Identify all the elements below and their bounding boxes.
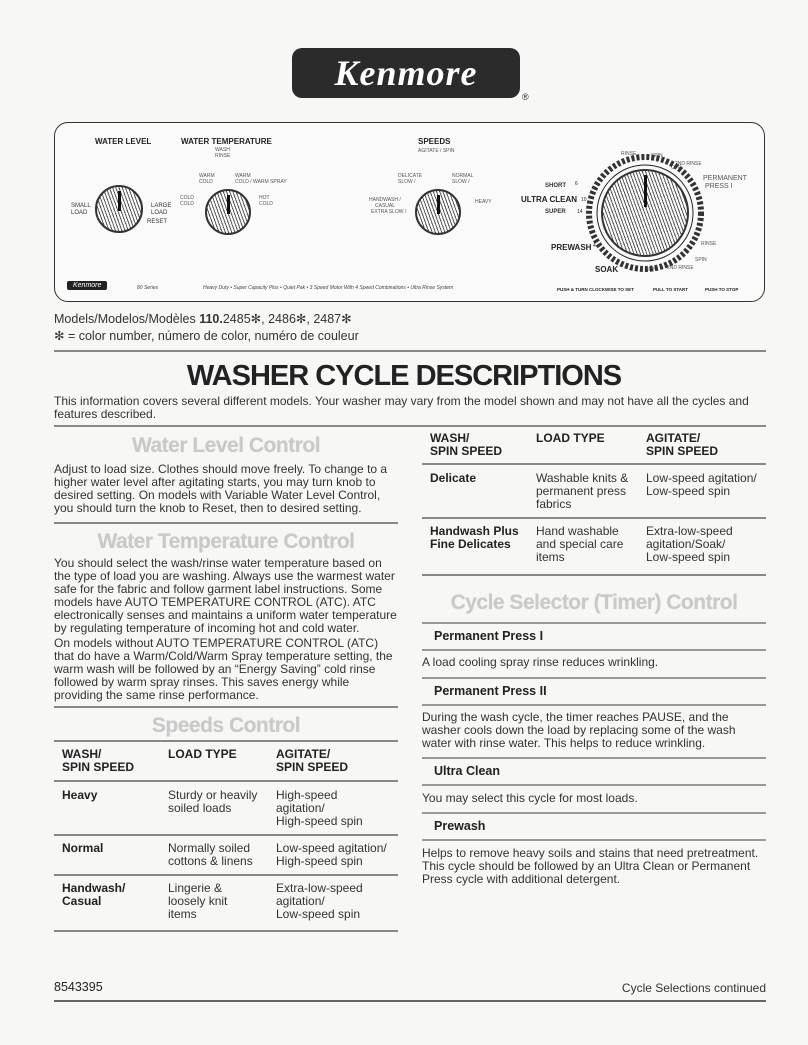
row-agitate: Low-speed agitation/ Low-speed spin (646, 471, 757, 498)
divider (422, 517, 766, 519)
color-number-note: ✻ = color number, número de color, numéro de couleur (54, 329, 359, 343)
rinse-top-label: RINSE (621, 151, 637, 157)
ten-label: 10 (581, 197, 587, 203)
table-row (62, 842, 398, 868)
table-row (430, 525, 766, 564)
models-prefix: Models/Modelos/Modèles (54, 312, 200, 326)
divider (54, 740, 398, 742)
water-temp-heading: Water Temperature Control (97, 530, 355, 553)
divider (422, 574, 766, 576)
cycle-selector-heading: Cycle Selector (Timer) Control (450, 591, 738, 614)
features-line: Heavy Duty • Super Capacity Plus • Quiet Pak • 3 Speed Motor With 4 Speed Combinations • Ultra Rinse System (203, 285, 454, 291)
temp-cold3-label: COLD (180, 201, 194, 207)
cycle-body: A load cooling spray rinse reduces wrinkling. (422, 655, 659, 669)
continued-note: Cycle Selections continued (621, 981, 766, 995)
models-bold: 110. (199, 312, 223, 326)
push-turn-label: PUSH & TURN CLOCKWISE TO SET (557, 287, 634, 292)
speeds-table-header (62, 748, 398, 784)
page-title: WASHER CYCLE DESCRIPTIONS (186, 360, 622, 392)
speed-slow2-label: SLOW / (452, 179, 470, 185)
table-row (430, 472, 766, 511)
cycle-title: Ultra Clean (434, 764, 500, 778)
rinse-label: RINSE (215, 153, 231, 159)
cycle-selector-knob[interactable] (601, 169, 689, 257)
spin-top-label: SPIN (651, 153, 663, 159)
water-level-text: Adjust to load size. Clothes should move freely. To change to a higher water level after agitating starts, you may turn knob to desired setting. On models with Variable Water Level Control, you should turn the knob to Reset, then to desired setting. (54, 462, 388, 515)
press-label: PRESS I (705, 183, 733, 190)
table-row (62, 789, 398, 828)
second-rinse-label: 2ND RINSE (675, 161, 702, 167)
speed-extraslow-label: EXTRA SLOW / (371, 209, 407, 215)
load-label: LOAD (71, 210, 88, 216)
cycle-title: Permanent Press II (434, 684, 547, 698)
water-temperature-label: WATER TEMPERATURE (181, 137, 272, 146)
divider (422, 704, 766, 706)
divider (54, 706, 398, 708)
temp-cold-label: COLD (199, 179, 213, 185)
speed-handwash-label: HANDWASH / (369, 197, 401, 203)
row-agitate: Extra-low-speed agitation/ Low-speed spin (276, 881, 363, 921)
row-load: Lingerie & loosely knit items (168, 881, 228, 921)
second-rinse-bottom-label: 2ND RINSE (667, 265, 694, 271)
permanent-label: PERMANENT (703, 175, 747, 182)
row-load: Sturdy or heavily soiled loads (168, 788, 258, 815)
row-speed: Normal (62, 841, 104, 855)
water-level-knob[interactable] (95, 185, 143, 233)
col-wash-spin: WASH/ SPIN SPEED (62, 747, 135, 774)
water-temp-text-2: On models without AUTO TEMPERATURE CONTROL (ATC) that do have a Warm/Cold/Warm Spray temperature setting, the warm wash will be followed by an “Energy Saving” cold rinse followed by warm spray rinses. This saves energy while providing the same rinse performance. (54, 636, 393, 702)
four-label: 4 (593, 243, 596, 249)
pull-start-label: PULL TO START (653, 287, 689, 292)
temp-warm-label: WARM (199, 173, 215, 179)
col-agitate-spin: AGITATE/ SPIN SPEED (276, 747, 349, 774)
speed-casual-label: CASUAL (375, 203, 396, 209)
wash-label: WASH (215, 147, 230, 153)
cycle-body: Helps to remove heavy soils and stains that need pretreatment. This cycle should be followed by an Ultra Clean or Permanent Press cycle with additional detergent. (422, 846, 759, 886)
col-agitate-spin: AGITATE/ SPIN SPEED (646, 431, 719, 458)
divider (422, 622, 766, 624)
divider (54, 874, 398, 876)
spin-right-label: SPIN (695, 257, 707, 263)
temp-hot-label: HOT (259, 195, 270, 201)
divider (54, 834, 398, 836)
row-speed: Delicate (430, 471, 477, 485)
row-agitate: Low-speed agitation/ High-speed spin (276, 841, 387, 868)
speed-delicate-label: DELICATE (398, 173, 423, 179)
soak-label: SOAK (595, 265, 619, 274)
off-label: OFF (671, 165, 681, 171)
divider (54, 522, 398, 524)
water-temp-text-1: You should select the wash/rinse water temperature based on the type of load you are washing. Always use the warmest water safe for the fabric and follow garment label instructions. Some models have AUTO TEMPERATURE CONTROL (ATC). ATC electronically senses and maintains a uniform water temperature by regulating temperature of incoming hot and cold water. (54, 556, 397, 635)
table-row (62, 882, 398, 921)
part-number: 8543395 (54, 980, 103, 994)
row-load: Washable knits & permanent press fabrics (536, 471, 629, 511)
temp-warm2-label: WARM (235, 173, 251, 179)
divider (54, 780, 398, 782)
models-numbers: 2485✻, 2486✻, 2487✻ (222, 312, 352, 326)
divider (422, 784, 766, 786)
short-label: SHORT (545, 183, 566, 189)
speeds-table (62, 748, 398, 784)
divider (422, 757, 766, 759)
series-label: 80 Series (137, 285, 159, 291)
row-speed: Handwash/ Casual (62, 881, 126, 908)
row-speed: Handwash Plus Fine Delicates (430, 524, 519, 551)
divider (422, 677, 766, 679)
col-load-type: LOAD TYPE (536, 431, 605, 445)
row-agitate: Extra-low-speed agitation/Soak/ Low-speed spin (646, 524, 733, 564)
divider (422, 649, 766, 651)
temp-cold2-label: COLD (180, 195, 194, 201)
water-level-heading: Water Level Control (131, 434, 321, 457)
water-temperature-knob[interactable] (205, 189, 251, 235)
kenmore-badge: Kenmore (67, 281, 107, 290)
reset-label: RESET (147, 219, 168, 225)
rinse-right-label: RINSE (701, 241, 717, 247)
large-label: LARGE (151, 203, 172, 209)
push-stop-label: PUSH TO STOP (705, 287, 739, 292)
control-panel (54, 122, 765, 302)
fourteen-label: 14 (577, 209, 583, 215)
row-agitate: High-speed agitation/ High-speed spin (276, 788, 363, 828)
temp-cold4-label: COLD (259, 201, 273, 207)
divider (422, 463, 766, 465)
right-table-header (430, 432, 766, 458)
models-line (54, 311, 352, 326)
kenmore-logo (292, 48, 520, 98)
cycle-title: Permanent Press I (434, 629, 544, 643)
logo-text: Kenmore (334, 53, 478, 93)
speeds-heading: Speeds Control (151, 714, 301, 737)
prewash-label: PREWASH (551, 243, 592, 252)
small-label: SMALL (71, 203, 91, 209)
divider (422, 839, 766, 841)
large-load-label: LOAD (151, 210, 168, 216)
divider (422, 812, 766, 814)
speeds-label: SPEEDS (418, 137, 451, 146)
water-level-label: WATER LEVEL (95, 137, 152, 146)
agitate-spin-label: AGITATE / SPIN (418, 148, 455, 154)
registered-mark: ® (522, 92, 529, 102)
divider (54, 1000, 766, 1002)
col-wash-spin: WASH/ SPIN SPEED (430, 431, 503, 458)
divider (54, 350, 766, 352)
speeds-knob[interactable] (415, 189, 461, 235)
six-label: 6 (575, 181, 578, 187)
intro-text: This information covers several different models. Your washer may vary from the model shown and may not have all the cycles and features described. (54, 394, 749, 421)
speed-slow-label: SLOW / (398, 179, 416, 185)
super-label: SUPER (545, 209, 566, 215)
temp-spray-label: COLD / WARM SPRAY (235, 179, 287, 185)
divider (54, 425, 766, 427)
speed-heavy-label: HEAVY (475, 199, 492, 205)
col-load-type: LOAD TYPE (168, 747, 237, 761)
row-load: Hand washable and special care items (536, 524, 624, 564)
divider (54, 930, 398, 932)
spin-bottom-label: SPIN (645, 267, 657, 273)
cycle-title: Prewash (434, 819, 486, 833)
speed-normal-label: NORMAL (452, 173, 474, 179)
cycle-body: During the wash cycle, the timer reaches PAUSE, and the washer cools down the load by replacing some of the wash water with rinse water. This helps to reduce wrinkling. (422, 710, 736, 750)
row-load: Normally soiled cottons & linens (168, 841, 253, 868)
row-speed: Heavy (62, 788, 98, 802)
ultra-clean-label: ULTRA CLEAN (521, 195, 577, 204)
cycle-body: You may select this cycle for most loads. (422, 791, 638, 805)
